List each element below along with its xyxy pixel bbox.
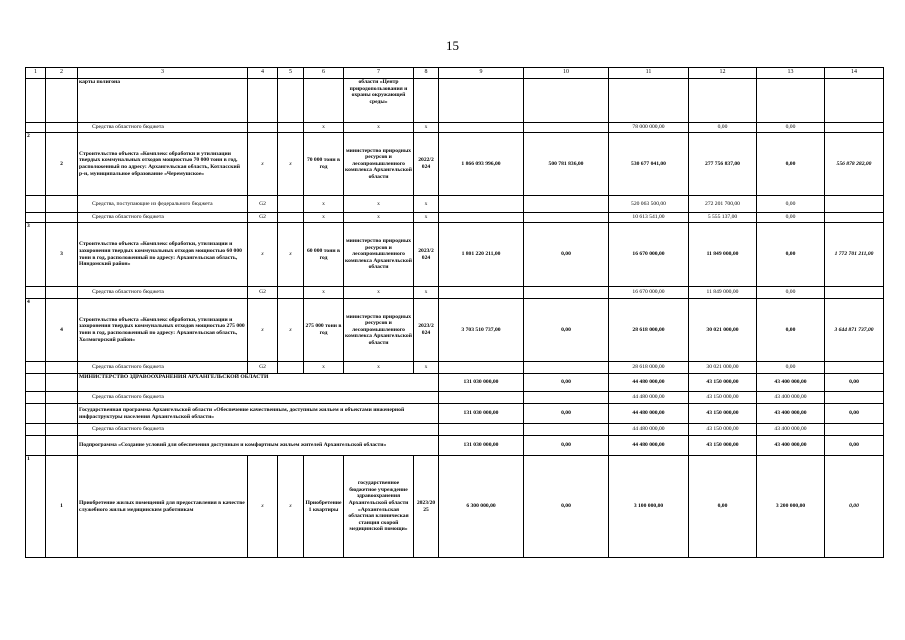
cell: 4 bbox=[26, 299, 46, 362]
cell: x bbox=[248, 299, 278, 362]
cell: 500 781 836,00 bbox=[524, 133, 609, 196]
funding-source: Средства областного бюджета bbox=[78, 213, 248, 223]
cell: 16 670 000,00 bbox=[609, 287, 689, 299]
cell: 4 bbox=[46, 299, 78, 362]
cell: 44 480 000,00 bbox=[609, 392, 689, 404]
cell: 28 618 000,00 bbox=[609, 299, 689, 362]
cell: x bbox=[304, 362, 344, 374]
cell: 0,00 bbox=[524, 223, 609, 287]
cell: 3 bbox=[26, 223, 46, 287]
cell: 43 150 000,00 bbox=[689, 374, 757, 392]
cell: x bbox=[248, 456, 278, 558]
cell: 3 bbox=[46, 223, 78, 287]
funding-source: Средства областного бюджета bbox=[78, 287, 248, 299]
customer: министерство природных ресурсов и лесопромышленного комплекса Архангельской области bbox=[344, 133, 414, 196]
cell: 2023/2 024 bbox=[414, 299, 439, 362]
table-row bbox=[26, 196, 884, 213]
cell: x bbox=[414, 213, 439, 223]
customer: области «Центр природопользования и охраны окружающей среды» bbox=[344, 79, 414, 123]
funding-source: Средства областного бюджета bbox=[78, 362, 248, 374]
cell: 0,00 bbox=[524, 374, 609, 392]
cell: x bbox=[414, 123, 439, 133]
cell: 43 400 000,00 bbox=[757, 436, 825, 456]
funding-source: Средства областного бюджета bbox=[78, 123, 248, 133]
cell: 0,00 bbox=[757, 133, 825, 196]
customer: государственное бюджетное учреждение здравоохранения Архангельской области «Архангельская областная клиническая станция скорой медицинской помощи» bbox=[344, 456, 414, 558]
cell: 1 801 220 211,00 bbox=[439, 223, 524, 287]
col-num: 6 bbox=[304, 68, 344, 79]
cell: 16 670 000,00 bbox=[609, 223, 689, 287]
cell: x bbox=[248, 223, 278, 287]
table-row bbox=[26, 79, 884, 123]
funding-source: Средства областного бюджета bbox=[78, 424, 439, 436]
cell: x bbox=[344, 287, 414, 299]
cell: 2023/2 024 bbox=[414, 223, 439, 287]
cell: x bbox=[414, 362, 439, 374]
cell: 43 150 000,00 bbox=[689, 424, 757, 436]
cell: 3 200 000,00 bbox=[757, 456, 825, 558]
page-number: 15 bbox=[446, 38, 459, 53]
cell: 30 021 000,00 bbox=[689, 362, 757, 374]
cell: 44 480 000,00 bbox=[609, 424, 689, 436]
cell: 43 150 000,00 bbox=[689, 404, 757, 424]
cell: 277 756 837,00 bbox=[689, 133, 757, 196]
cell: 0,00 bbox=[757, 213, 825, 223]
cell: 44 480 000,00 bbox=[609, 436, 689, 456]
cell: 60 000 тонн в год bbox=[304, 223, 344, 287]
cell: 11 849 000,00 bbox=[689, 223, 757, 287]
cell: 0,00 bbox=[757, 299, 825, 362]
cell: 0,00 bbox=[757, 362, 825, 374]
cell: G2 bbox=[248, 362, 278, 374]
cell: 3 644 871 737,00 bbox=[825, 299, 884, 362]
cell: 78 000 000,00 bbox=[609, 123, 689, 133]
cell: 0,00 bbox=[757, 123, 825, 133]
cell: 2 bbox=[46, 133, 78, 196]
table-row bbox=[26, 123, 884, 133]
cell: 131 030 000,00 bbox=[439, 436, 524, 456]
cell: 275 000 тонн в год bbox=[304, 299, 344, 362]
col-num: 10 bbox=[524, 68, 609, 79]
col-num: 1 bbox=[26, 68, 46, 79]
cell: x bbox=[344, 213, 414, 223]
cell: 0,00 bbox=[689, 456, 757, 558]
table-row bbox=[26, 133, 884, 196]
table-row bbox=[26, 223, 884, 287]
cell: 5 555 137,00 bbox=[689, 213, 757, 223]
cell: 0,00 bbox=[825, 456, 884, 558]
cell: 43 400 000,00 bbox=[757, 424, 825, 436]
col-num: 9 bbox=[439, 68, 524, 79]
cell: 0,00 bbox=[757, 196, 825, 213]
cell: 43 400 000,00 bbox=[757, 374, 825, 392]
object-name: Строительство объекта «Комплекс обработки, утилизации и захоронения твердых коммунальных отходов мощностью 275 000 тонн в год, расположенный по адресу: Архангельская область, Холмогорский район» bbox=[78, 299, 248, 362]
cell: 1 bbox=[26, 456, 46, 558]
cell: 0,00 bbox=[524, 404, 609, 424]
cell: x bbox=[414, 196, 439, 213]
cell: 2 bbox=[26, 133, 46, 196]
cell: 1 bbox=[46, 456, 78, 558]
cell: x bbox=[304, 213, 344, 223]
section-heading: МИНИСТЕРСТВО ЗДРАВООХРАНЕНИЯ АРХАНГЕЛЬСКОЙ ОБЛАСТИ bbox=[78, 374, 439, 392]
funding-source: Средства, поступающие из федерального бюджета bbox=[78, 196, 248, 213]
cell: 43 150 000,00 bbox=[689, 392, 757, 404]
table-row bbox=[26, 392, 884, 404]
section-heading: Государственная программа Архангельской области «Обеспечение качественным, доступным жильем и объектами инженерной инфраструктуры населения Архангельской области» bbox=[78, 404, 439, 424]
cell: x bbox=[248, 133, 278, 196]
cell: 0,00 bbox=[524, 436, 609, 456]
section-heading: Подпрограмма «Создание условий для обеспечения доступным и комфортным жильем жителей Архангельской области» bbox=[78, 436, 439, 456]
cell: 131 030 000,00 bbox=[439, 404, 524, 424]
cell: 0,00 bbox=[825, 404, 884, 424]
col-num: 8 bbox=[414, 68, 439, 79]
cell: 0,00 bbox=[825, 436, 884, 456]
customer: министерство природных ресурсов и лесопромышленного комплекса Архангельской области bbox=[344, 299, 414, 362]
table-row bbox=[26, 362, 884, 374]
col-num: 13 bbox=[757, 68, 825, 79]
cell: 131 030 000,00 bbox=[439, 374, 524, 392]
cell: x bbox=[344, 123, 414, 133]
cell: 2022/2 024 bbox=[414, 133, 439, 196]
cell: 43 400 000,00 bbox=[757, 392, 825, 404]
cell: 2023/20 25 bbox=[414, 456, 439, 558]
cell: 10 613 541,00 bbox=[609, 213, 689, 223]
table-row bbox=[26, 213, 884, 223]
cell: G2 bbox=[248, 213, 278, 223]
table-row bbox=[26, 404, 884, 424]
col-num: 14 bbox=[825, 68, 884, 79]
customer: министерство природных ресурсов и лесопромышленного комплекса Архангельской области bbox=[344, 223, 414, 287]
table-row bbox=[26, 424, 884, 436]
cell: 6 300 000,00 bbox=[439, 456, 524, 558]
table-row bbox=[26, 436, 884, 456]
cell: 44 480 000,00 bbox=[609, 404, 689, 424]
cell: x bbox=[278, 133, 304, 196]
cell: 11 849 000,00 bbox=[689, 287, 757, 299]
cell: G2 bbox=[248, 287, 278, 299]
table-row bbox=[26, 287, 884, 299]
object-name: Строительство объекта «Комплекс обработки, утилизации и захоронения твердых коммунальных отходов мощностью 60 000 тонн в год, расположенный по адресу: Архангельская область, Няндомский район» bbox=[78, 223, 248, 287]
cell: 556 878 282,00 bbox=[825, 133, 884, 196]
cell: 28 618 000,00 bbox=[609, 362, 689, 374]
cell: 0,00 bbox=[524, 456, 609, 558]
col-num: 2 bbox=[46, 68, 78, 79]
cell: x bbox=[278, 223, 304, 287]
cell: x bbox=[344, 362, 414, 374]
cell: x bbox=[304, 123, 344, 133]
cell: x bbox=[278, 456, 304, 558]
cell: 44 480 000,00 bbox=[609, 374, 689, 392]
cell: Приобретение 1 квартиры bbox=[304, 456, 344, 558]
cell: 1 866 093 996,00 bbox=[439, 133, 524, 196]
cell: 70 000 тонн в год bbox=[304, 133, 344, 196]
cell: 3 703 510 737,00 bbox=[439, 299, 524, 362]
col-num: 3 bbox=[78, 68, 248, 79]
col-num: 4 bbox=[248, 68, 278, 79]
object-name: карты полигона bbox=[78, 79, 248, 123]
table-row bbox=[26, 299, 884, 362]
cell: 272 201 700,00 bbox=[689, 196, 757, 213]
cell: x bbox=[414, 287, 439, 299]
cell: 0,00 bbox=[524, 299, 609, 362]
cell: 0,00 bbox=[689, 123, 757, 133]
col-num: 7 bbox=[344, 68, 414, 79]
cell: x bbox=[304, 196, 344, 213]
funding-source: Средства областного бюджета bbox=[78, 392, 439, 404]
cell: x bbox=[278, 299, 304, 362]
cell: 520 063 500,00 bbox=[609, 196, 689, 213]
col-num: 5 bbox=[278, 68, 304, 79]
table-row bbox=[26, 374, 884, 392]
cell: x bbox=[344, 196, 414, 213]
cell: 3 100 000,00 bbox=[609, 456, 689, 558]
table-row bbox=[26, 456, 884, 558]
cell: 530 677 041,00 bbox=[609, 133, 689, 196]
cell: 0,00 bbox=[825, 374, 884, 392]
cell: x bbox=[304, 287, 344, 299]
cell: G2 bbox=[248, 196, 278, 213]
col-num: 11 bbox=[609, 68, 689, 79]
object-name: Строительство объекта «Комплекс обработки и утилизации твердых коммунальных отходов мощностью 70 000 тонн в год, расположенный по адресу: Архангельская область, Котласский р-н, муниципальное образование «Черемушское» bbox=[78, 133, 248, 196]
object-name: Приобретение жилых помещений для предоставления в качестве служебного жилья медицинским работникам bbox=[78, 456, 248, 558]
investment-table bbox=[25, 67, 884, 558]
cell: 0,00 bbox=[757, 223, 825, 287]
cell: 43 150 000,00 bbox=[689, 436, 757, 456]
col-num: 12 bbox=[689, 68, 757, 79]
cell: 0,00 bbox=[757, 287, 825, 299]
cell: 1 772 701 211,00 bbox=[825, 223, 884, 287]
cell: 43 400 000,00 bbox=[757, 404, 825, 424]
cell: 30 021 000,00 bbox=[689, 299, 757, 362]
column-number-row bbox=[26, 68, 884, 79]
